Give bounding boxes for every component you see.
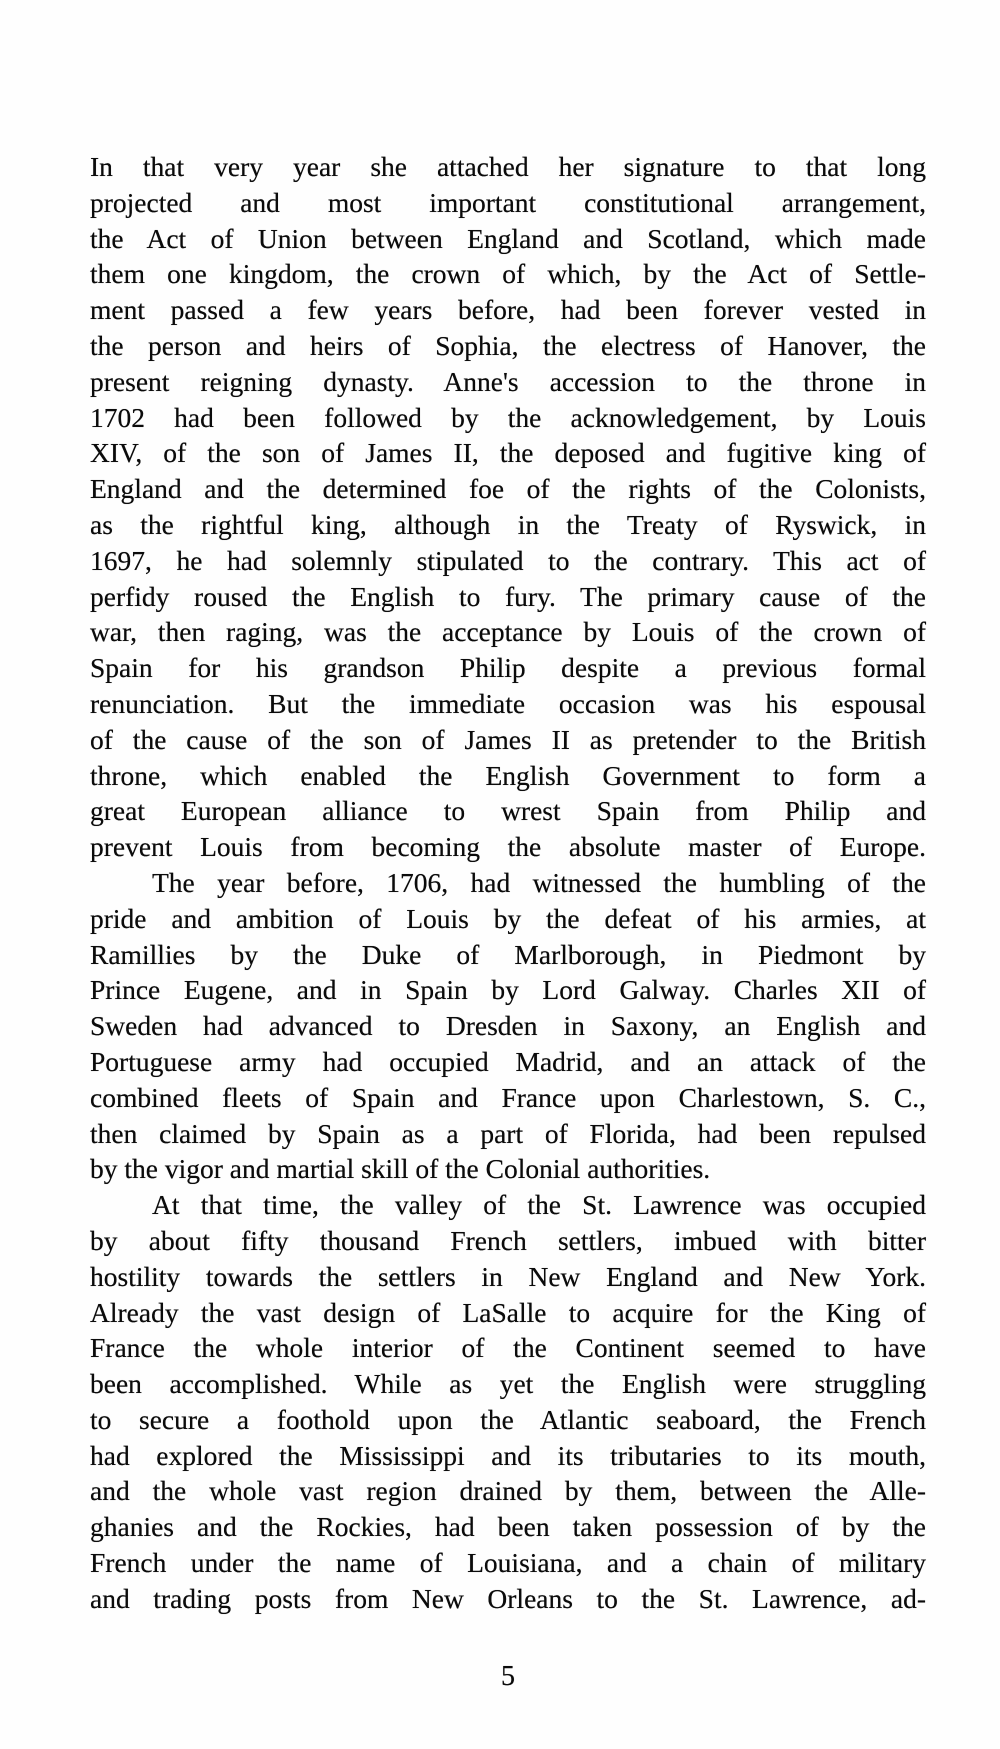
text-line: them one kingdom, the crown of which, by the Act of Settle- — [90, 258, 926, 290]
text-line: England and the determined foe of the rights of the Colonists, — [90, 473, 926, 505]
text-line: the person and heirs of Sophia, the electress of Hanover, the — [90, 329, 926, 361]
paragraph — [90, 149, 926, 865]
text-line: At that time, the valley of the St. Lawrence was occupied — [152, 1189, 926, 1221]
text-line: 1702 had been followed by the acknowledgement, by Louis — [90, 401, 926, 433]
page-number: 5 — [501, 1661, 515, 1692]
text-line: then claimed by Spain as a part of Florida, had been repulsed — [90, 1117, 926, 1149]
text-line: as the rightful king, although in the Treaty of Ryswick, in — [90, 508, 926, 540]
text-line: and the whole vast region drained by them, between the Alle- — [90, 1475, 926, 1507]
text-line: had explored the Mississippi and its tributaries to its mouth, — [90, 1439, 926, 1471]
text-line: renunciation. But the immediate occasion was his espousal — [90, 687, 926, 719]
text-line: Portuguese army had occupied Madrid, and an attack of the — [90, 1045, 926, 1077]
text-line: throne, which enabled the English Government to form a — [90, 759, 926, 791]
text-line: to secure a foothold upon the Atlantic seaboard, the French — [90, 1403, 926, 1435]
text-line: French under the name of Louisiana, and a chain of military — [90, 1547, 926, 1579]
text-line: hostility towards the settlers in New England and New York. — [90, 1260, 926, 1292]
text-line: prevent Louis from becoming the absolute master of Europe. — [90, 831, 926, 863]
text-line: XIV, of the son of James II, the deposed and fugitive king of — [90, 437, 926, 469]
paragraph — [90, 1187, 926, 1617]
text-line: The year before, 1706, had witnessed the humbling of the — [152, 866, 926, 898]
text-line: Already the vast design of LaSalle to acquire for the King of — [90, 1296, 926, 1328]
text-line: France the whole interior of the Continent seemed to have — [90, 1332, 926, 1364]
text-line: combined fleets of Spain and France upon Charlestown, S. C., — [90, 1081, 926, 1113]
text-line: Ramillies by the Duke of Marlborough, in Piedmont by — [90, 938, 926, 970]
text-line: Sweden had advanced to Dresden in Saxony, an English and — [90, 1010, 926, 1042]
text-line: the Act of Union between England and Scotland, which made — [90, 222, 926, 254]
text-line: perfidy roused the English to fury. The primary cause of the — [90, 580, 926, 612]
text-line: Prince Eugene, and in Spain by Lord Galway. Charles XII of — [90, 974, 926, 1006]
text-block — [90, 149, 926, 1617]
text-line: by about fifty thousand French settlers, imbued with bitter — [90, 1224, 926, 1256]
paragraph — [90, 865, 926, 1187]
text-line: present reigning dynasty. Anne's accession to the throne in — [90, 365, 926, 397]
text-line: great European alliance to wrest Spain from Philip and — [90, 795, 926, 827]
text-line: war, then raging, was the acceptance by Louis of the crown of — [90, 616, 926, 648]
text-line: of the cause of the son of James II as pretender to the British — [90, 723, 926, 755]
text-line: ghanies and the Rockies, had been taken possession of by the — [90, 1511, 926, 1543]
text-line: 1697, he had solemnly stipulated to the contrary. This act of — [90, 544, 926, 576]
text-line: by the vigor and martial skill of the Colonial authorities. — [90, 1153, 711, 1185]
text-line: ment passed a few years before, had been forever vested in — [90, 294, 926, 326]
text-line: In that very year she attached her signature to that long — [90, 151, 926, 182]
text-line: been accomplished. While as yet the English were struggling — [90, 1368, 926, 1400]
text-line: pride and ambition of Louis by the defeat of his armies, at — [90, 902, 926, 934]
text-line: projected and most important constitutional arrangement, — [90, 186, 926, 218]
text-line: Spain for his grandson Philip despite a previous formal — [90, 652, 926, 684]
text-line: and trading posts from New Orleans to the St. Lawrence, ad- — [90, 1582, 926, 1614]
